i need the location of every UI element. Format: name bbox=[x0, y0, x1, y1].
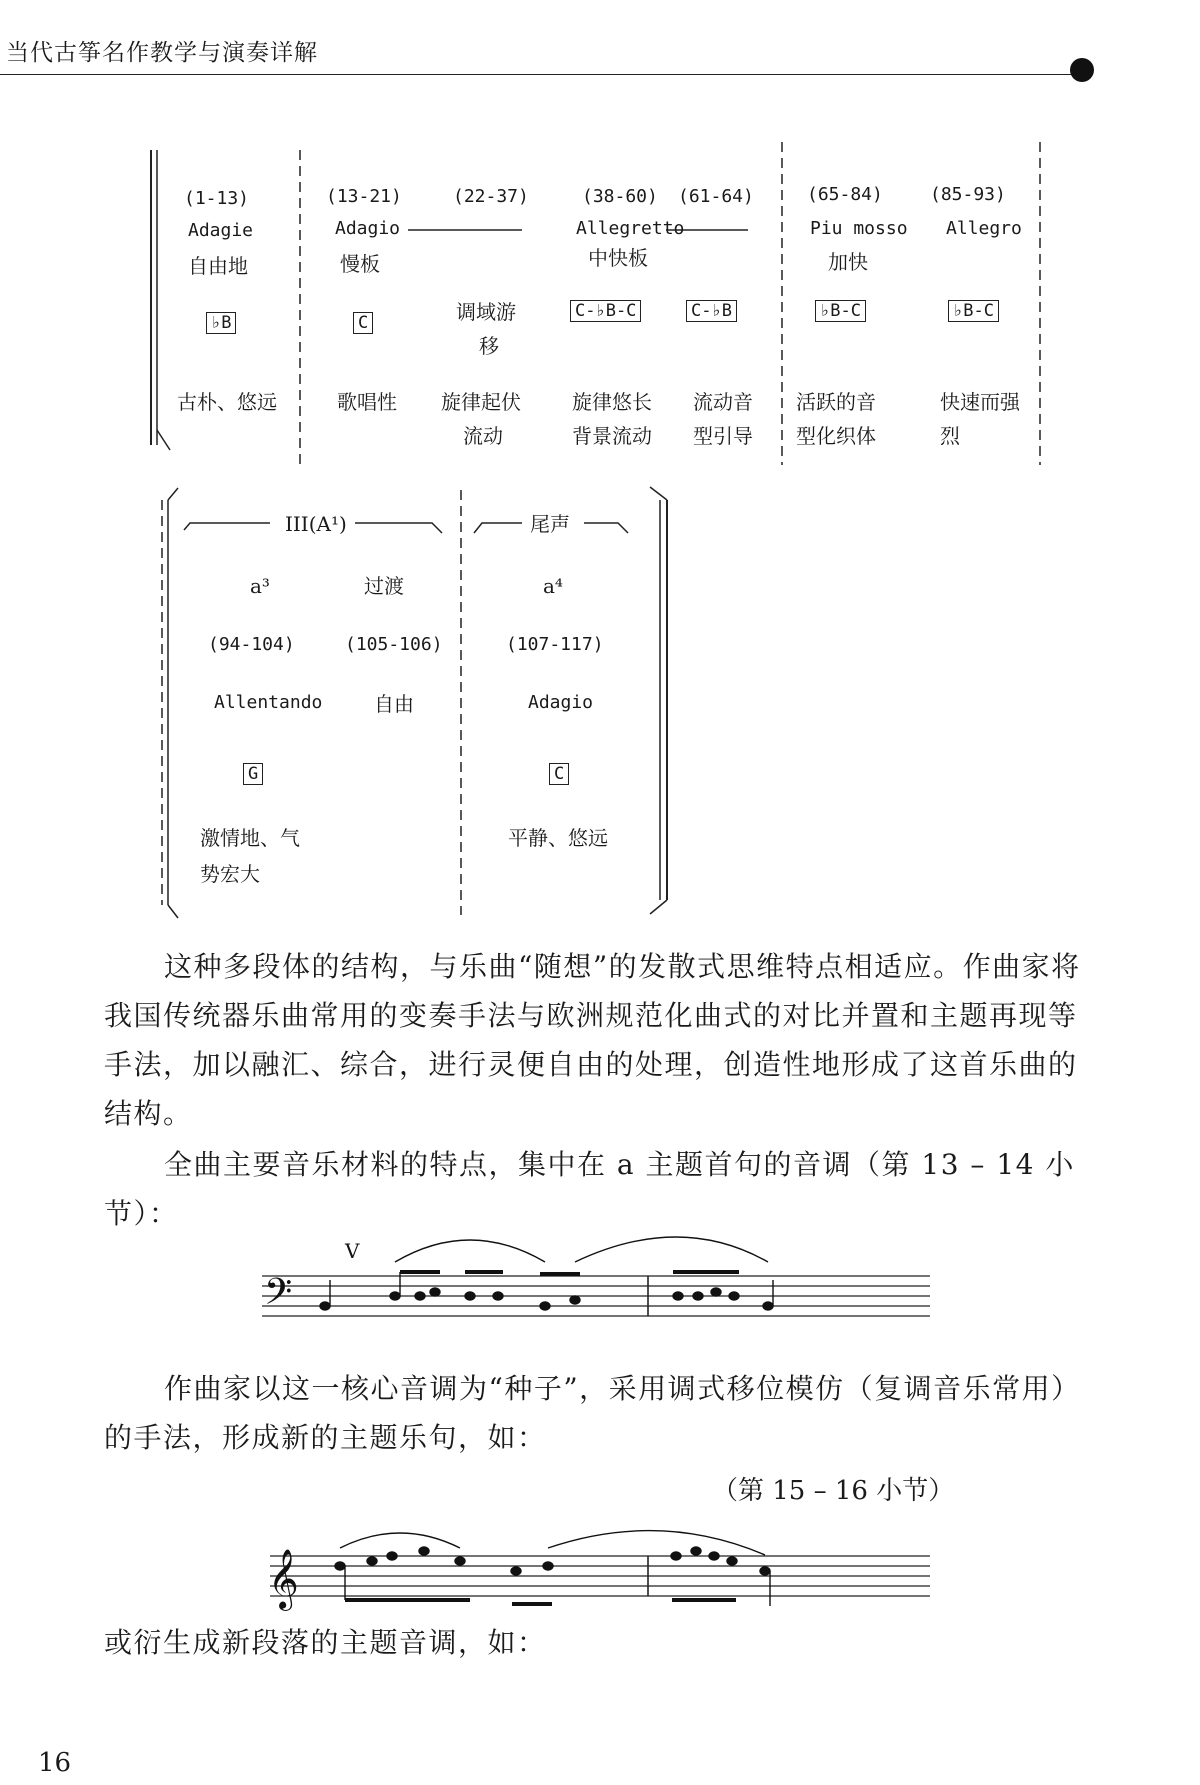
t1-col0-tempo-zh: 自由地 bbox=[188, 254, 248, 278]
t1-col5-tempo-zh: 加快 bbox=[828, 250, 868, 274]
paragraph-2: 全曲主要音乐材料的特点，集中在 a 主题首句的音调（第 13 – 14 小节）： bbox=[104, 1148, 1075, 1230]
t1-col3-tempo: Allegretto bbox=[576, 218, 685, 239]
t2-col0-char2: 势宏大 bbox=[200, 862, 260, 886]
t2-col1-bars: (105-106) bbox=[345, 634, 443, 655]
t2-section2-label: 尾声 bbox=[530, 512, 570, 536]
t1-col5-char2: 型化织体 bbox=[796, 424, 876, 448]
t1-col1-bars: (13-21) bbox=[326, 186, 402, 207]
paragraph-1: 这种多段体的结构，与乐曲“随想”的发散式思维特点相适应。作曲家将我国传统器乐曲常用的变奏手法与欧洲规范化曲式的对比并置和主题再现等手法，加以融汇、综合，进行灵便自由的处理，创造性地形成了这首乐曲的结构。 bbox=[104, 950, 1081, 1130]
breath-mark: V bbox=[345, 1239, 360, 1263]
t2-col0-key-box: G bbox=[243, 763, 263, 785]
t2-col2-bars: (107-117) bbox=[506, 634, 604, 655]
t1-col3-char2: 背景流动 bbox=[572, 424, 652, 448]
t1-col3-bars: (38-60) bbox=[582, 186, 658, 207]
t1-col5-tempo: Piu mosso bbox=[810, 218, 908, 239]
paragraph-4: 或衍生成新段落的主题音调，如： bbox=[104, 1626, 547, 1659]
t1-col6-char1: 快速而强 bbox=[940, 390, 1020, 414]
treble-clef-icon: 𝄞 bbox=[268, 1549, 299, 1609]
t1-col0-tempo: Adagie bbox=[188, 220, 254, 241]
running-header: 当代古筝名作教学与演奏详解 bbox=[6, 40, 318, 66]
t1-col1-char: 歌唱性 bbox=[337, 390, 397, 414]
t1-col4-char1: 流动音 bbox=[693, 390, 753, 414]
t1-col2-key: 调域游 bbox=[456, 300, 516, 324]
t1-col3-key-box: C-♭B-C bbox=[570, 300, 641, 322]
t2-col0-tempo: Allentando bbox=[214, 692, 323, 713]
page-number: 16 bbox=[38, 1748, 72, 1778]
t1-col5-bars: (65-84) bbox=[807, 184, 883, 205]
t1-col0-char: 古朴、悠远 bbox=[177, 390, 277, 414]
t1-col6-key-box: ♭B-C bbox=[948, 300, 999, 322]
t1-col4-key-box: C-♭B bbox=[686, 300, 737, 322]
t2-section1-label: III(A¹) bbox=[285, 512, 347, 536]
t2-col1-theme: 过渡 bbox=[364, 574, 404, 598]
t1-col3-tempo-zh: 中快板 bbox=[588, 246, 648, 270]
t1-col6-tempo: Allegro bbox=[946, 218, 1022, 239]
t2-col0-bars: (94-104) bbox=[208, 634, 295, 655]
bass-clef-icon: 𝄢 bbox=[264, 1271, 293, 1322]
t1-col2-bars: (22-37) bbox=[453, 186, 529, 207]
t2-col2-char1: 平静、悠远 bbox=[508, 826, 608, 850]
t2-col2-key-box: C bbox=[549, 763, 569, 785]
t2-col2-theme: a⁴ bbox=[543, 574, 563, 598]
t1-col0-key-box: ♭B bbox=[206, 312, 236, 334]
t1-col5-key-box: ♭B-C bbox=[815, 300, 866, 322]
paragraph-3: 作曲家以这一核心音调为“种子”，采用调式移位模仿（复调音乐常用）的手法，形成新的主题乐句，如： bbox=[104, 1372, 1081, 1454]
t1-col4-char2: 型引导 bbox=[693, 424, 753, 448]
t1-col6-char2: 烈 bbox=[940, 424, 960, 448]
t1-col2-key2: 移 bbox=[479, 334, 499, 358]
t1-col4-bars: (61-64) bbox=[678, 186, 754, 207]
t1-col0-bars: (1-13) bbox=[184, 188, 250, 209]
t1-col6-bars: (85-93) bbox=[930, 184, 1006, 205]
t1-col3-char1: 旋律悠长 bbox=[572, 390, 652, 414]
t2-col0-char1: 激情地、气 bbox=[200, 826, 300, 850]
t1-col1-key-box: C bbox=[353, 312, 373, 334]
t2-col2-tempo: Adagio bbox=[528, 692, 594, 713]
t1-col5-char1: 活跃的音 bbox=[796, 390, 876, 414]
example-caption: （第 15 – 16 小节） bbox=[712, 1476, 955, 1506]
t1-col2-char1: 旋律起伏 bbox=[441, 390, 521, 414]
t2-col0-theme: a³ bbox=[250, 574, 270, 598]
t2-col1-tempo: 自由 bbox=[374, 692, 414, 716]
t1-col1-tempo-zh: 慢板 bbox=[340, 252, 380, 276]
t1-col2-char2: 流动 bbox=[463, 424, 503, 448]
t1-col1-tempo: Adagio bbox=[335, 218, 401, 239]
